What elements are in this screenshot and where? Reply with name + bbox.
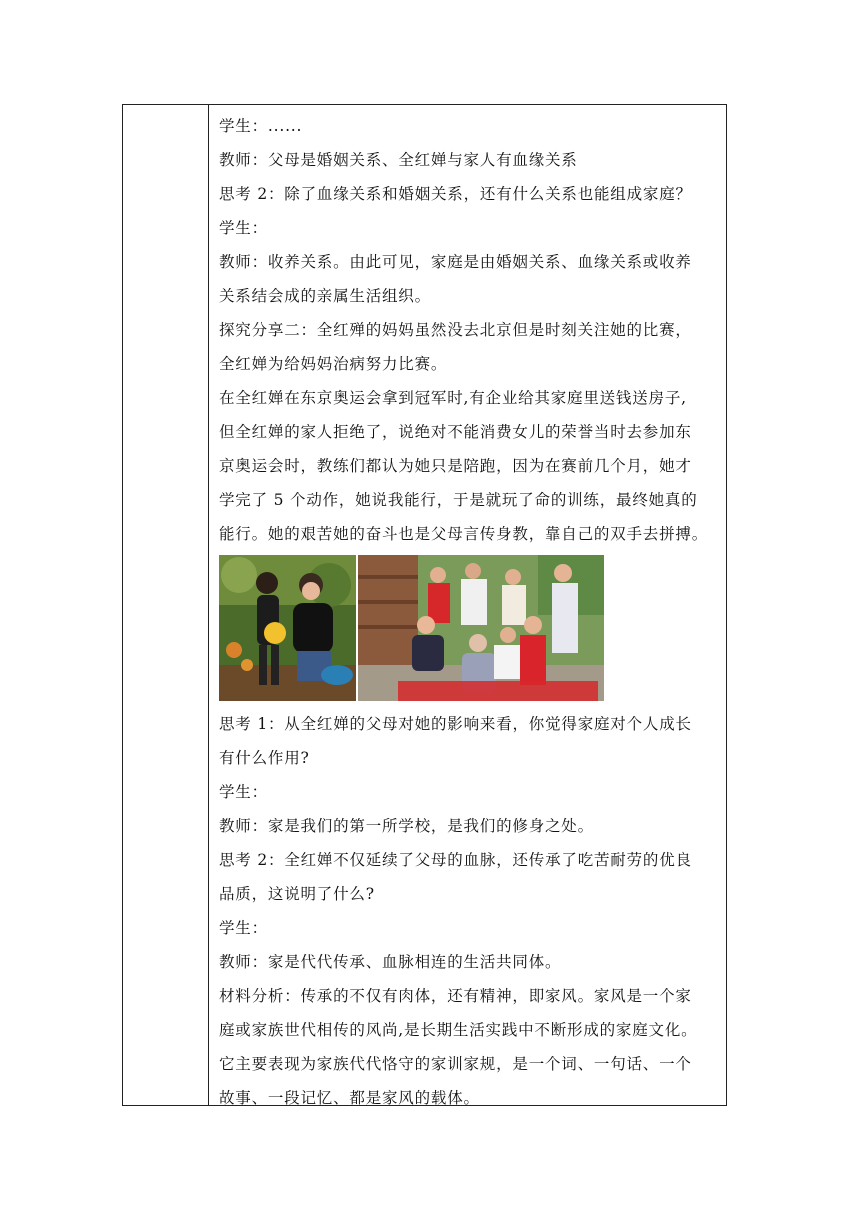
text-line: 故事、一段记忆、都是家风的载体。 [219, 1089, 480, 1107]
text-line: 学生： [219, 783, 268, 801]
text-line: 学生： [219, 919, 268, 937]
text-line: 品质，这说明了什么? [219, 885, 375, 903]
text-line: 思考 1：从全红婵的父母对她的影响来看，你觉得家庭对个人成长 [219, 715, 692, 733]
text-line: 学生： [219, 219, 268, 237]
text-line: 思考 2：除了血缘关系和婚姻关系，还有什么关系也能组成家庭？ [219, 185, 692, 203]
photo-row [219, 555, 719, 705]
text-line: 庭或家族世代相传的风尚,是长期生活实践中不断形成的家庭文化。 [219, 1021, 698, 1039]
text-line: 教师：家是我们的第一所学校，是我们的修身之处。 [219, 817, 594, 835]
text-line: 能行。她的艰苦她的奋斗也是父母言传身教，靠自己的双手去拼搏。 [219, 525, 709, 543]
text-line: 教师：家是代代传承、血脉相连的生活共同体。 [219, 953, 562, 971]
family-group-photo [358, 555, 604, 701]
text-line: 教师：收养关系。由此可见，家庭是由婚姻关系、血缘关系或收养 [219, 253, 692, 271]
text-line: 学完了 5 个动作，她说我能行，于是就玩了命的训练，最终她真的 [219, 491, 698, 509]
text-line: 材料分析：传承的不仅有肉体，还有精神，即家风。家风是一个家 [219, 987, 692, 1005]
text-line: 全红婵为给妈妈治病努力比赛。 [219, 355, 448, 373]
text-line: 关系结会成的亲属生活组织。 [219, 287, 431, 305]
text-line: 探究分享二：全红殚的妈妈虽然没去北京但是时刻关注她的比赛， [219, 321, 692, 339]
text-line: 它主要表现为家族代代恪守的家训家规，是一个词、一句话、一个 [219, 1055, 692, 1073]
text-line: 教师：父母是婚姻关系、全红婵与家人有血缘关系 [219, 151, 578, 169]
text-line: 但全红婵的家人拒绝了，说绝对不能消费女儿的荣誉当时去参加东 [219, 423, 692, 441]
text-line: 思考 2：全红婵不仅延续了父母的血脉，还传承了吃苦耐劳的优良 [219, 851, 692, 869]
family-photo-mother-daughter [219, 555, 356, 701]
text-line: 京奥运会时，教练们都认为她只是陪跑，因为在赛前几个月，她才 [219, 457, 692, 475]
text-line: 学生：...... [219, 117, 303, 135]
text-line: 有什么作用? [219, 749, 310, 767]
table-content-cell [219, 109, 719, 1115]
lesson-table [122, 104, 727, 1106]
table-left-column [123, 105, 209, 1105]
text-line: 在全红婵在东京奥运会拿到冠军时,有企业给其家庭里送钱送房子, [219, 389, 687, 407]
